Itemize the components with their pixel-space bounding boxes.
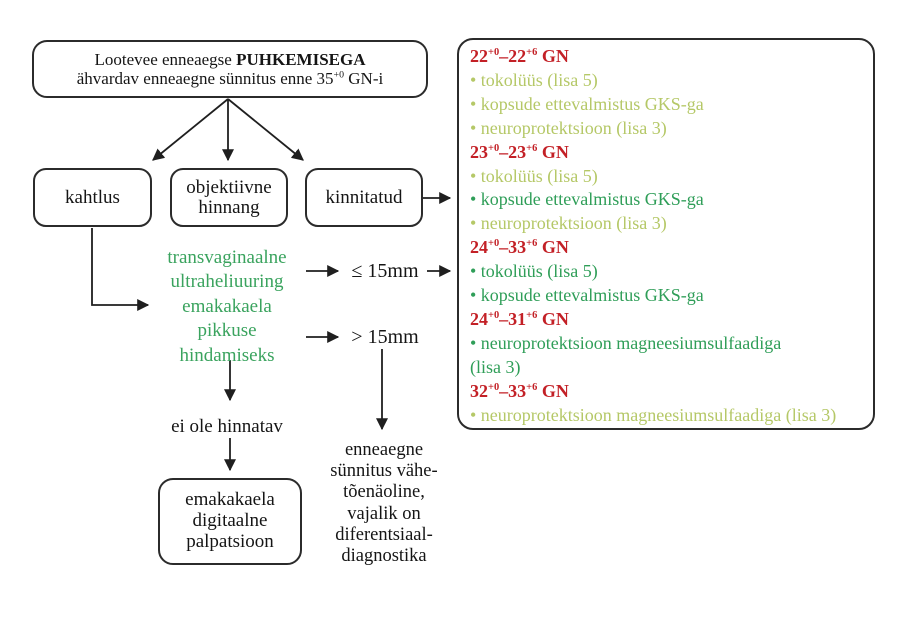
ultrasound-line: ultraheliuuring [170, 271, 284, 293]
panel-bullet-line: • tokolüüs (lisa 5) [470, 165, 598, 186]
panel-bullet-line: • kopsude ettevalmistus GKS-ga [470, 189, 704, 210]
gn-range-header: $24^{+0}-31^{+6}$ GN [470, 308, 569, 329]
palpation-line: palpatsioon [186, 530, 274, 552]
management-panel [457, 38, 875, 430]
arrow-start-to-suspicion [153, 99, 228, 160]
panel-bullet-line: • tokolüüs (lisa 5) [470, 261, 598, 282]
confirmed-box [305, 168, 423, 227]
gn-range-header: $22^{+0}-22^{+6}$ GN [470, 46, 569, 66]
preterm-unlikely-text [308, 440, 460, 567]
arrow-start-to-confirmed [228, 99, 303, 160]
unlikely-line: enneaegne [344, 440, 424, 460]
objective-assessment-box [170, 168, 288, 227]
objective-label-line2: hinnang [198, 196, 260, 218]
panel-bullet-line: • kopsude ettevalmistus GKS-ga [470, 93, 704, 114]
suspicion-label: kahtlus [65, 186, 120, 208]
not-assessable-label: ei ole hinnatav [171, 416, 283, 437]
unlikely-line: diagnostika [341, 546, 427, 567]
suspicion-box [33, 168, 152, 227]
ultrasound-line: pikkuse [197, 320, 257, 342]
le-15mm-label: ≤ 15mm [351, 260, 419, 282]
gn-range-header: $24^{+0}-33^{+6}$ GN [470, 237, 569, 258]
panel-continuation-line: (lisa 3) [470, 356, 521, 377]
panel-bullet-line: • neuroprotektsioon magneesiumsulfaadiga [470, 332, 782, 353]
panel-bullet-line: • kopsude ettevalmistus GKS-ga [470, 285, 704, 306]
panel-bullet-line: • neuroprotektsioon magneesiumsulfaadiga (lisa 3) [470, 404, 837, 425]
panel-bullet-line: • neuroprotektsioon (lisa 3) [470, 117, 667, 138]
palpation-line: emakakaela [185, 489, 275, 511]
start-box [32, 40, 428, 98]
ultrasound-line: emakakaela [182, 295, 272, 317]
start-box-line2: ähvardav enneaegne sünnitus enne $35^{+0}$ GN-i [76, 69, 384, 88]
objective-label-line1: objektiivne [186, 177, 272, 198]
confirmed-label: kinnitatud [325, 186, 403, 208]
ultrasound-line: transvaginaalne [167, 247, 287, 268]
panel-bullet-line: • tokolüüs (lisa 5) [470, 69, 598, 90]
unlikely-line: vajalik on [347, 503, 421, 524]
unlikely-line: tõenäoline, [343, 482, 425, 503]
unlikely-line: sünnitus vähe- [330, 461, 438, 482]
gn-range-header: $32^{+0}-33^{+6}$ GN [470, 380, 569, 401]
gn-range-header: $23^{+0}-23^{+6}$ GN [470, 141, 569, 162]
unlikely-line: diferentsiaal- [335, 524, 433, 545]
digital-palpation-box [158, 478, 302, 565]
gt-15mm-label: > 15mm [351, 326, 419, 348]
cervix-ultrasound-text [127, 246, 327, 368]
start-box-line1: Lootevee enneaegse PUHKEMISEGA [94, 49, 366, 69]
ultrasound-line: hindamiseks [179, 344, 275, 366]
palpation-line: digitaalne [192, 510, 268, 532]
panel-bullet-line: • neuroprotektsioon (lisa 3) [470, 213, 667, 234]
